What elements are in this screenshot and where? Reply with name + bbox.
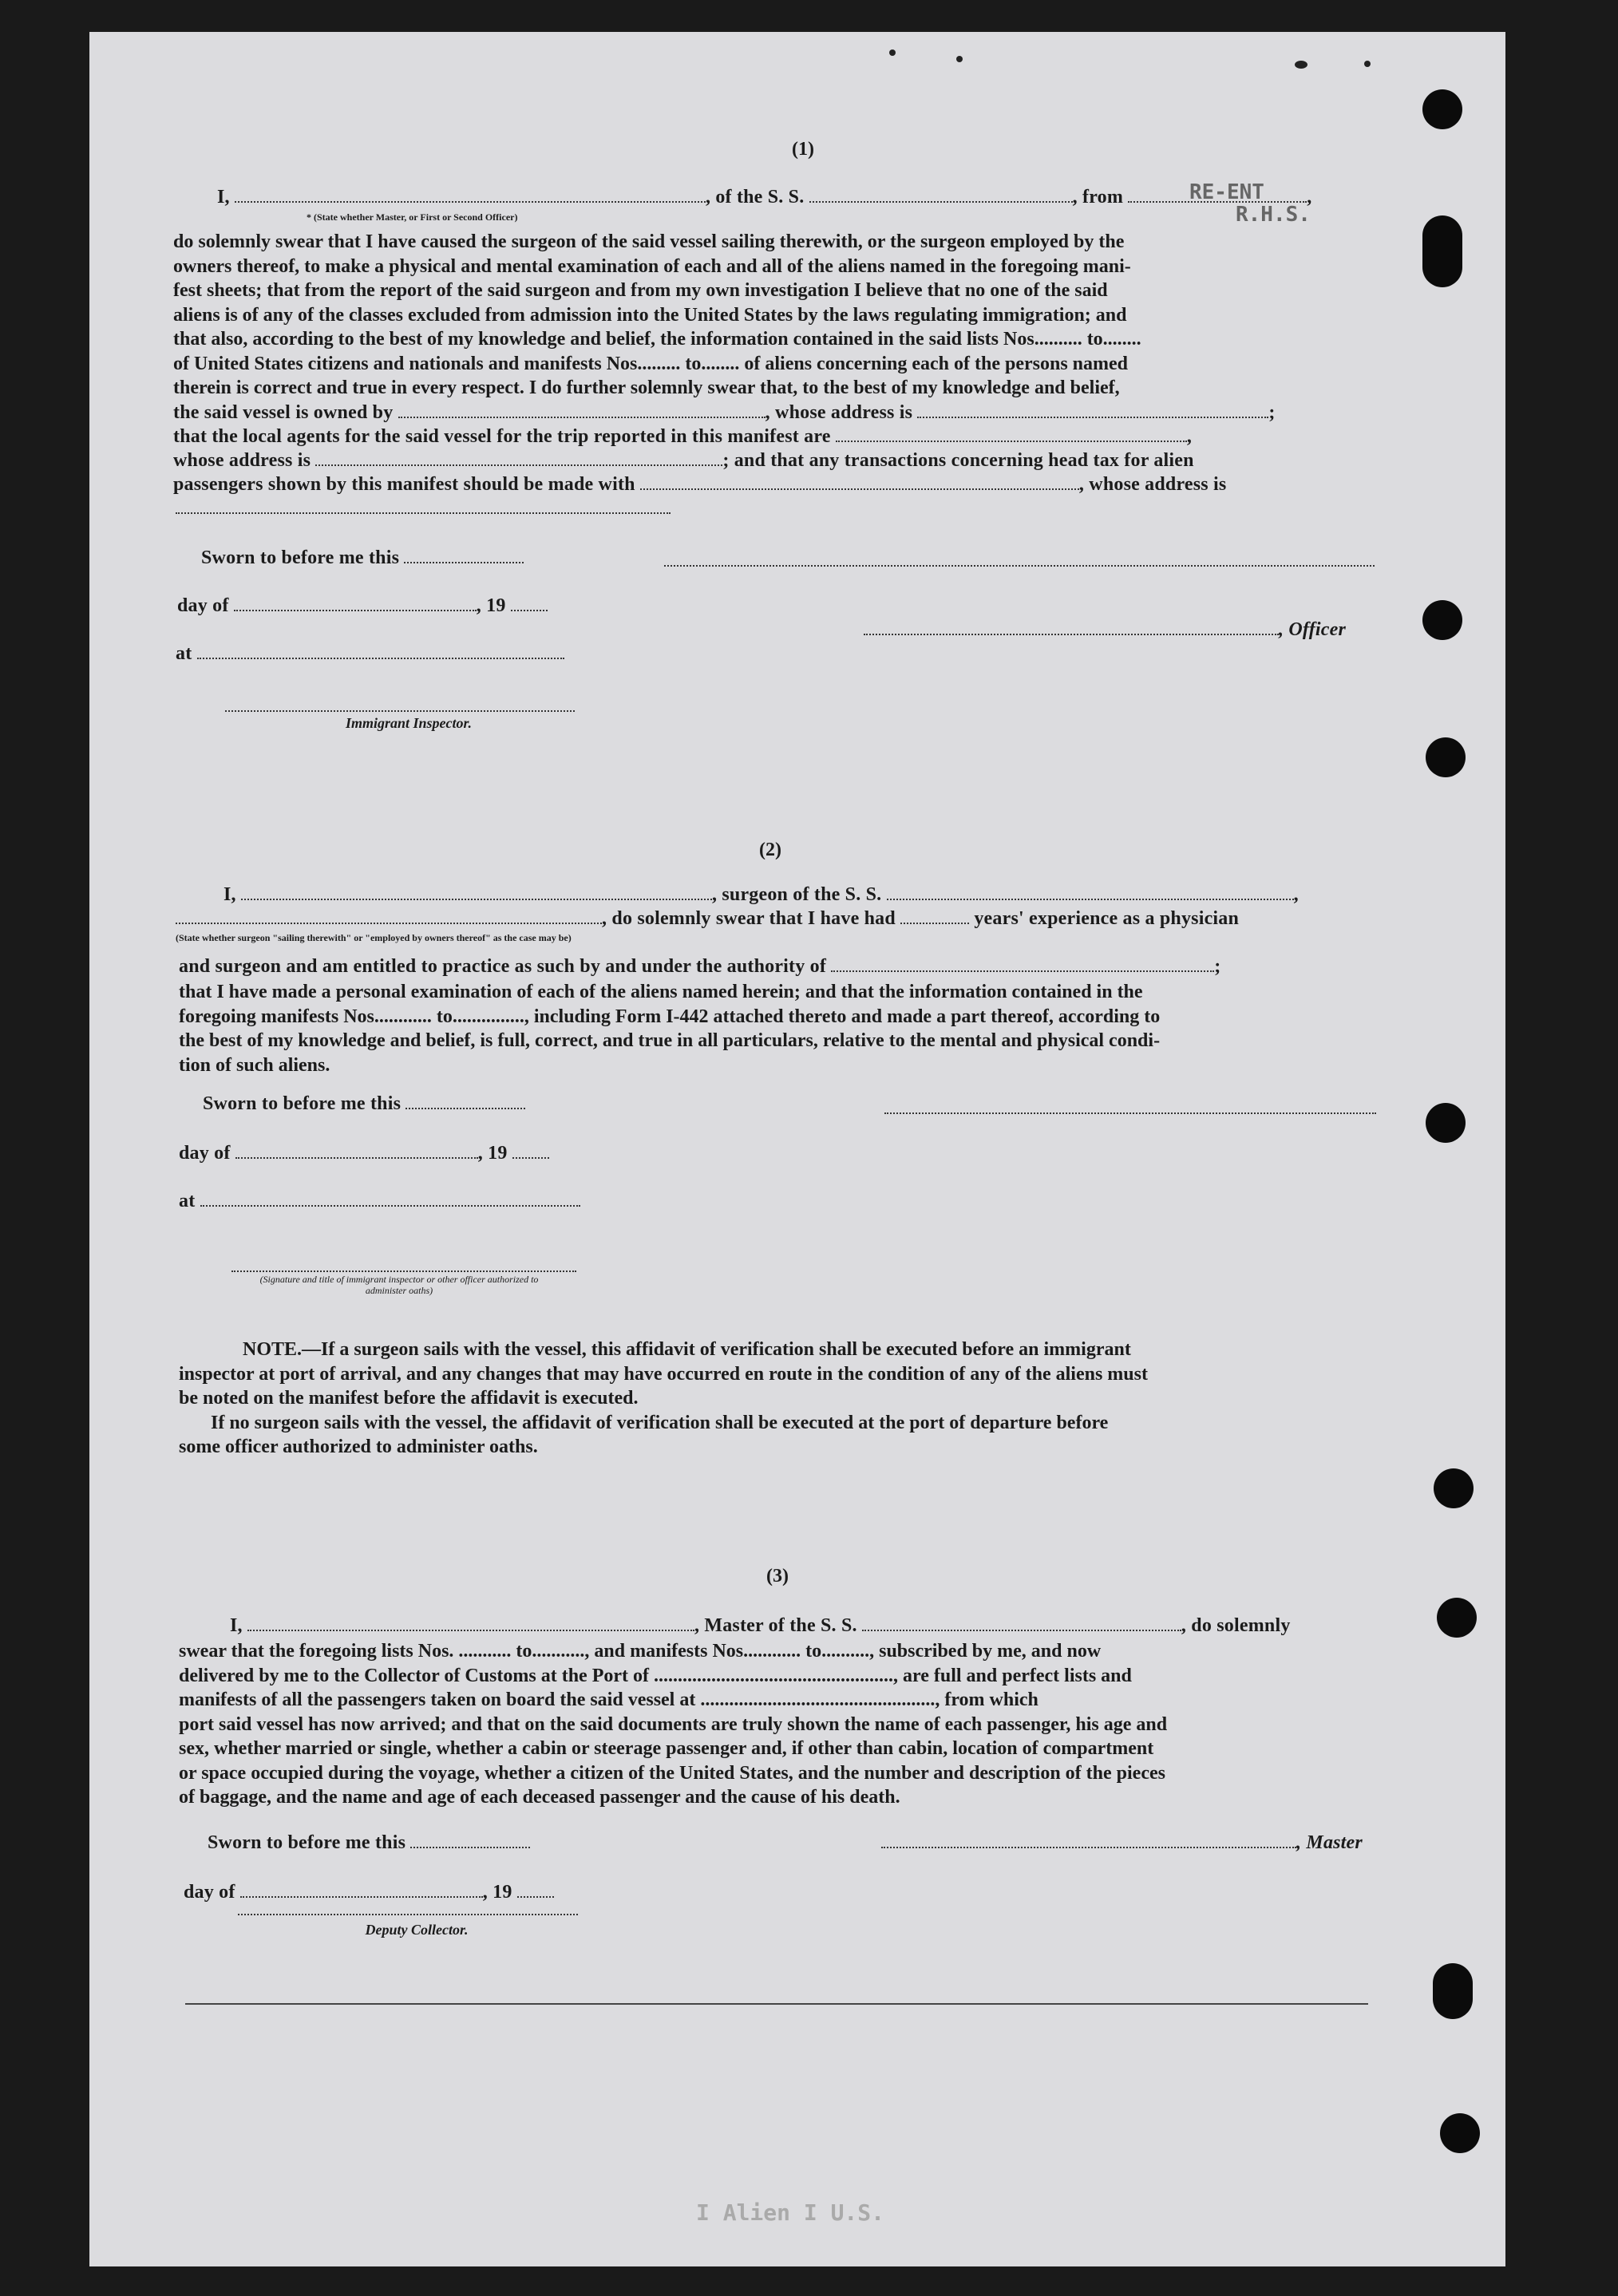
agents-address-line [173,450,1194,472]
sworn-label: Sworn to before me this [203,1093,402,1114]
month-field [234,599,477,611]
body-line: fest sheets; that from the report of the said surgeon and from my own investigation I believe that no one of the said [173,280,1108,301]
year-label: , 19 [476,595,506,616]
sworn-line-3 [208,1832,530,1854]
stamp-rhs: R.H.S. [1236,203,1311,227]
body-line: swear that the foregoing lists Nos. ........... to..........., and manifests Nos............ to.........., subscribed by me, and now [179,1641,1102,1662]
year-field [512,1146,549,1159]
body-line: tion of such aliens. [179,1054,330,1076]
sworn-label: Sworn to before me this [201,547,400,568]
collector-signature-field [238,1914,578,1915]
whose-address-label: whose address is [173,450,311,471]
authority-line [179,956,1220,978]
bottom-rule [185,2003,1368,2005]
body-line: therein is correct and true in every respect. I do further solemnly swear that, to the best of my knowledge and belief, [173,377,1120,398]
body-line: that also, according to the best of my knowledge and belief, the information contained in the said lists Nos.......... to........ [173,329,1141,350]
section-2-line-2 [176,908,1239,930]
punct: ; [1214,956,1221,977]
surgeon-signature-field [884,1112,1376,1114]
body-line: aliens is of any of the classes excluded from admission into the United States by the laws regulating immigration; and [173,304,1127,326]
punch-hole [1434,1468,1474,1508]
line-end: , [1307,187,1312,207]
sworn-line-2 [203,1093,525,1115]
owned-by-label: the said vessel is owned by [173,402,394,423]
label-i: I, [224,884,236,905]
at-label: at [176,643,192,664]
punch-hole [1437,1598,1477,1638]
note-line: some officer authorized to administer oaths. [179,1436,538,1457]
officer-line [864,619,1346,641]
note-line: be noted on the manifest before the affidavit is executed. [179,1388,639,1409]
authority-label: and surgeon and am entitled to practice as such by and under the authority of [179,956,827,977]
swear-label: , do solemnly swear that I have had [602,908,896,929]
surgeon-label: , surgeon of the S. S. [711,884,882,905]
year-label: , 19 [477,1143,508,1164]
body-line: foregoing manifests Nos............ to..............., including Form I-442 attached thereto and made a part thereof, according to [179,1006,1161,1027]
section-3-number: (3) [766,1566,789,1587]
day-of-line-1 [177,595,548,617]
section-1-footnote: * (State whether Master, or First or Second Officer) [307,211,518,223]
body-line: of baggage, and the name and age of each deceased passenger and the cause of his death. [179,1787,900,1808]
master-name-field [235,190,706,203]
section-1-line-1 [217,187,1311,208]
label-from: , from [1072,187,1124,207]
punch-hole [1426,737,1466,777]
section-2-footnote: (State whether surgeon "sailing therewith" or "employed by owners thereof" as the case may be) [176,932,572,943]
at-label: at [179,1191,196,1211]
note-line: inspector at port of arrival, and any changes that may have occurred en route in the condition of any of the aliens must [179,1363,1148,1385]
punct: , [1293,884,1299,905]
vessel-name-field [809,190,1073,203]
at-line-1 [176,643,564,665]
owner-address-field [917,405,1268,418]
scan-mark [956,56,963,62]
scan-mark [1364,61,1371,67]
scan-mark [889,49,896,56]
manifest-page [89,32,1505,2266]
label-i: I, [230,1615,243,1636]
at-place-field [200,1194,580,1207]
authority-field [831,959,1214,972]
label-i: I, [217,187,230,207]
body-line: port said vessel has now arrived; and that on the said documents are truly shown the name of each passenger, his age and [179,1713,1168,1735]
punct: , [1186,426,1193,447]
master-sig-label: , Master [1296,1832,1363,1853]
section-3-line-1 [230,1615,1291,1637]
punch-hole [1433,1963,1473,2019]
section-2-body [179,980,1464,1077]
at-line-2 [179,1191,580,1212]
master-signature-field [881,1836,1296,1848]
inspector-label: Immigrant Inspector. [345,715,473,731]
sworn-line-1 [201,547,524,569]
year-field [511,599,548,611]
punch-hole [1422,89,1462,129]
passengers-line [173,474,1226,496]
body-line: delivered by me to the Collector of Customs at the Port of .................................................., are full and perfect lists and [179,1665,1132,1686]
master-name-field [247,1618,694,1631]
note-line: If no surgeon sails with the vessel, the affidavit of verification shall be executed at the port of departure before [211,1412,1109,1433]
sworn-date-field [410,1836,530,1848]
officer-signature-label: (Signature and title of immigrant inspector or other officer authorized to administer oaths) [259,1274,539,1296]
passengers-label: passengers shown by this manifest should be made with [173,474,635,495]
section-2-line-1 [224,884,1299,906]
punch-hole [1422,600,1462,640]
section-1-number: (1) [792,139,814,160]
punch-hole [1440,2113,1480,2153]
master-signature-line [881,1832,1363,1854]
body-line: or space occupied during the voyage, whether a citizen of the United States, and the number and description of the pieces [179,1762,1165,1784]
stamp-re-ent: RE-ENT [1189,180,1264,204]
body-line: do solemnly swear that I have caused the surgeon of the said vessel sailing therewith, or the surgeon employed by the [173,231,1125,252]
solemnly-label: , do solemnly [1181,1615,1291,1636]
head-tax-party-field [640,477,1079,490]
footer-stamp: I Alien I U.S. [696,2199,885,2226]
agents-field [836,429,1187,442]
officer-signature-field [231,1271,576,1272]
sworn-date-field [405,1097,525,1109]
label-of-ss: , of the S. S. [705,187,805,207]
day-of-line-2 [179,1143,549,1164]
local-agents-label: that the local agents for the said vessel for the trip reported in this manifest are [173,426,831,447]
local-agents-line [173,426,1192,448]
vessel-name-field [862,1618,1181,1631]
owner-field [398,405,765,418]
body-line: the best of my knowledge and belief, is full, correct, and true in all particulars, relative to the mental and physical condi- [179,1030,1161,1051]
master-label: , Master of the S. S. [694,1615,857,1636]
year-label: , 19 [482,1882,512,1903]
month-field [235,1146,478,1159]
agents-address-field [315,453,722,466]
section-2-number: (2) [759,840,781,860]
head-tax-text: ; and that any transactions concerning head tax for alien [722,450,1194,471]
body-line: that I have made a personal examination of each of the aliens named herein; and that the information contained in the [179,982,1143,1002]
years-field [900,911,969,924]
punct: ; [1268,402,1276,423]
section-3-body [179,1639,1467,1810]
section-2-note [179,1338,1466,1460]
inspector-signature-field [225,710,575,712]
punch-hole [1426,1103,1466,1143]
day-of-label: day of [179,1143,231,1164]
body-line: owners thereof, to make a physical and mental examination of each and all of the aliens named in the foregoing mani- [173,255,1131,277]
surgeon-status-field [176,911,602,924]
body-line: of United States citizens and nationals and manifests Nos......... to........ of aliens concerning each of the persons named [173,353,1129,374]
sworn-date-field [404,551,524,563]
whose-address-label: , whose address is [765,402,913,423]
body-line: manifests of all the passengers taken on board the said vessel at ................................................., from which [179,1689,1038,1710]
officer-signature-field [864,622,1279,635]
sworn-label: Sworn to before me this [208,1832,406,1853]
vessel-name-field [887,887,1294,900]
party-address-field [176,512,671,514]
body-line: sex, whether married or single, whether a cabin or steerage passenger and, if other than cabin, location of compartment [179,1738,1154,1759]
year-field [517,1885,554,1898]
section-1-body [173,230,1458,401]
day-of-label: day of [184,1882,235,1903]
day-of-label: day of [177,595,229,616]
sworn-continuation-field [664,565,1375,567]
at-place-field [197,646,564,659]
surgeon-name-field [241,887,712,900]
collector-label: Deputy Collector. [365,1922,469,1938]
month-field [240,1885,483,1898]
owned-by-line [173,402,1276,424]
years-label: years' experience as a physician [974,908,1240,929]
officer-label: , Officer [1279,619,1346,640]
day-of-line-3 [184,1882,554,1903]
scan-mark [1295,61,1307,69]
note-line: NOTE.—If a surgeon sails with the vessel, this affidavit of verification shall be executed before an immigrant [243,1339,1131,1360]
whose-address-label: , whose address is [1078,474,1227,495]
